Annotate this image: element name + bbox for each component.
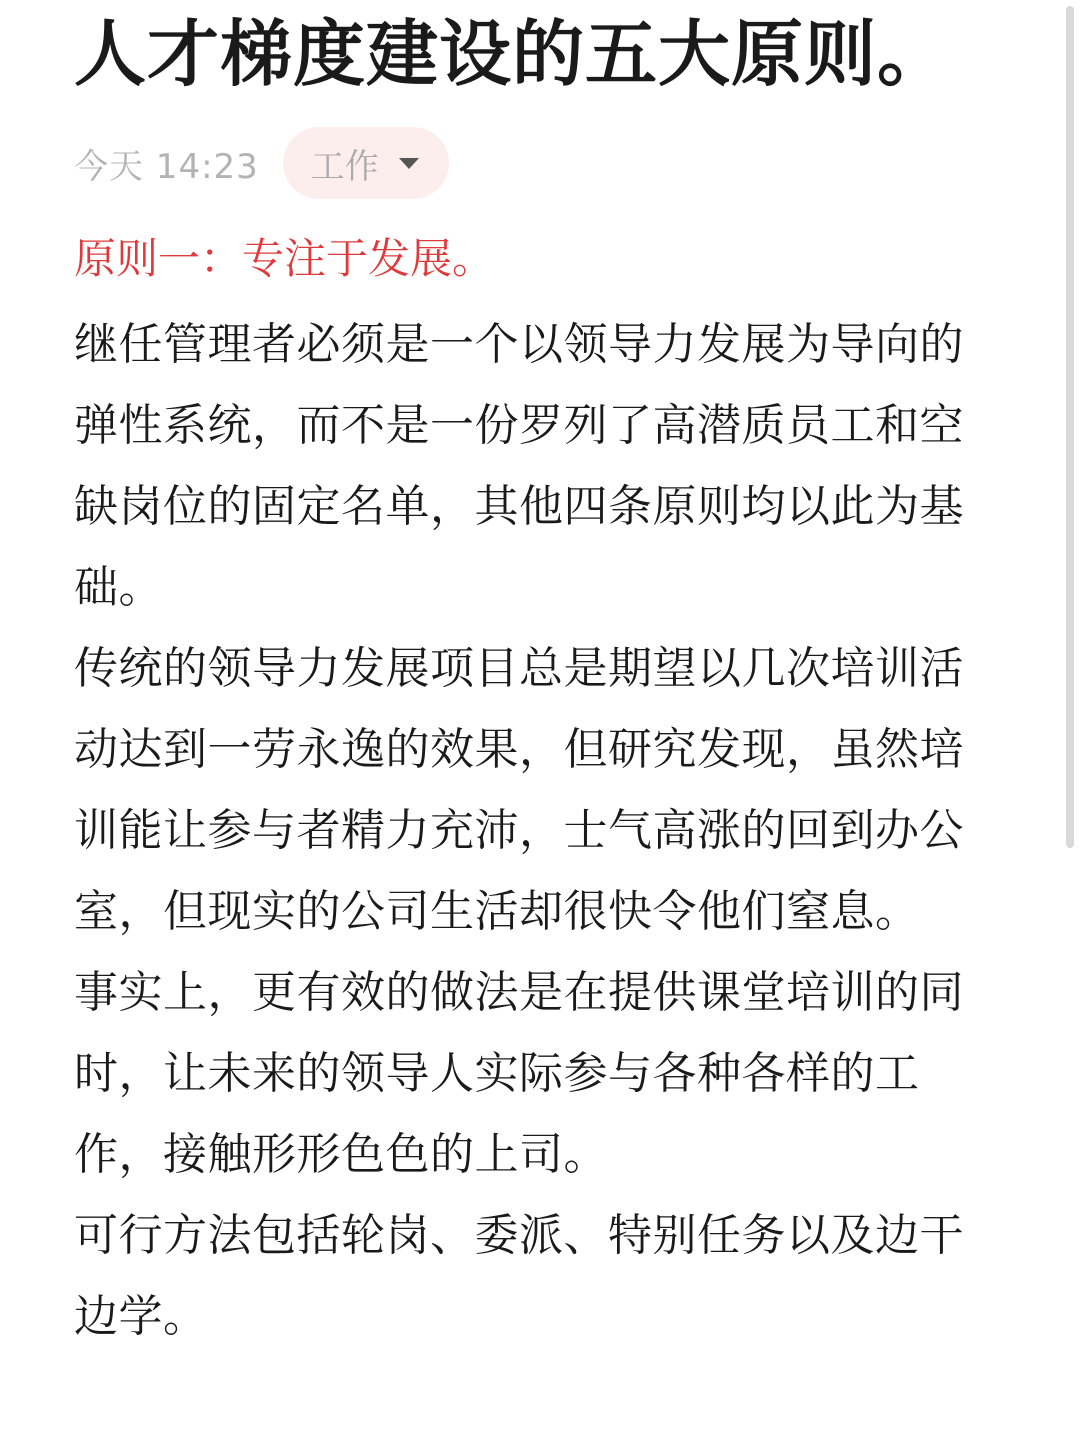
note-editor[interactable] [74, 0, 994, 1357]
category-dropdown[interactable] [283, 127, 449, 199]
caret-down-icon [399, 158, 419, 169]
section-heading: 原则一：专注于发展。 [74, 234, 495, 283]
note-meta [74, 126, 994, 200]
note-body[interactable] [74, 304, 994, 1357]
note-timestamp: 今天 14:23 [74, 146, 259, 187]
category-label: 工作 [310, 146, 379, 187]
scrollbar[interactable] [1066, 6, 1074, 848]
body-paragraph: 可行方法包括轮岗、委派、特别任务以及边干边学。 [74, 1210, 964, 1342]
note-title[interactable]: 人才梯度建设的五大原则。 [74, 12, 951, 96]
body-paragraph: 继任管理者必须是一个以领导力发展为导向的弹性系统，而不是一份罗列了高潜质员工和空缺岗位的固定名单，其他四条原则均以此为基础。 [74, 319, 964, 613]
body-paragraph: 传统的领导力发展项目总是期望以几次培训活动达到一劳永逸的效果，但研究发现，虽然培训能让参与者精力充沛，士气高涨的回到办公室，但现实的公司生活却很快令他们窒息。 [74, 643, 964, 937]
body-paragraph: 事实上，更有效的做法是在提供课堂培训的同时，让未来的领导人实际参与各种各样的工作，接触形形色色的上司。 [74, 967, 964, 1180]
